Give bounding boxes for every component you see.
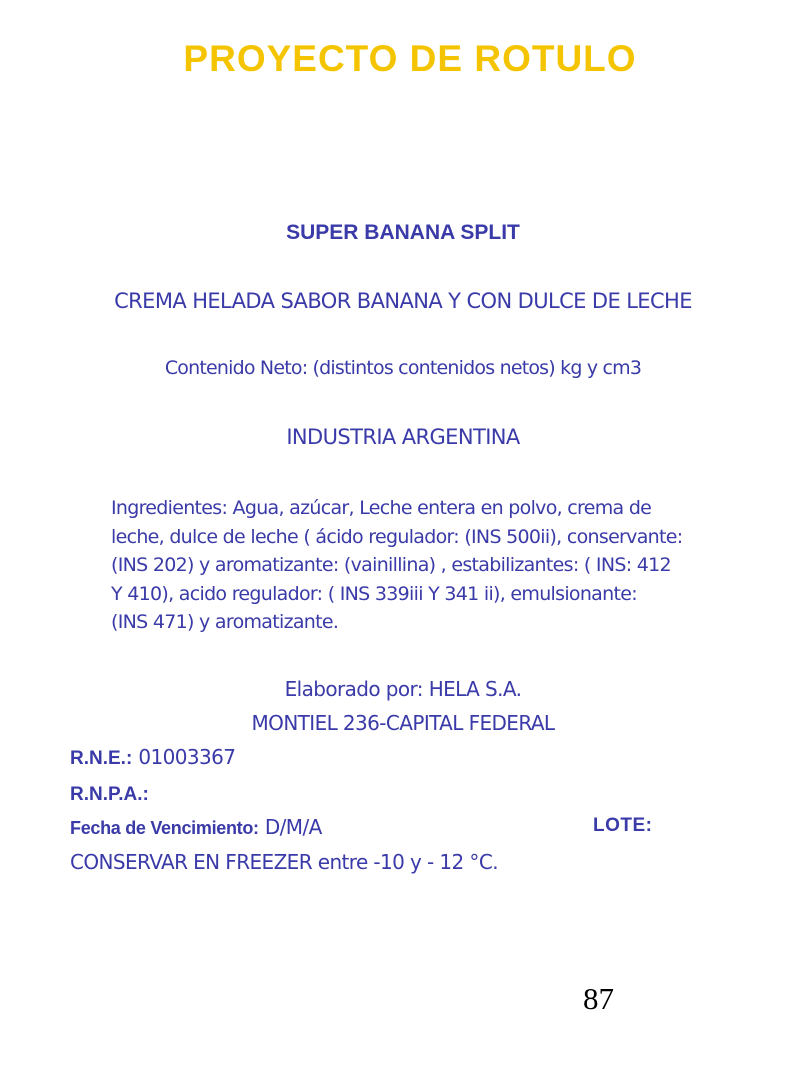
origin: INDUSTRIA ARGENTINA [286,425,520,449]
rne-value: 01003367 [138,745,236,769]
product-name: SUPER BANANA SPLIT [286,221,520,244]
product-description: CREMA HELADA SABOR BANANA Y CON DULCE DE LECHE [114,289,692,313]
page-title: PROYECTO DE ROTULO [183,38,637,79]
ingredients-line: (INS 471) y aromatizante. [111,611,339,633]
rne-row [70,745,235,770]
ingredients-line: (INS 202) y aromatizante: (vainillina) , estabilizantes: ( INS: 412 [111,554,671,576]
ingredients-line: leche, dulce de leche ( ácido regulador: (INS 500ii), conservante: [111,525,683,548]
rne-label: R.N.E.: [70,748,133,769]
storage-instructions: CONSERVAR EN FREEZER entre -10 y - 12 °C. [70,850,498,874]
expiry-label: Fecha de Vencimiento: [70,818,259,838]
page-number: 87 [583,981,614,1016]
ingredients-line: Ingredientes: Agua, azúcar, Leche entera en polvo, crema de [111,497,652,519]
net-content: Contenido Neto: (distintos contenidos netos) kg y cm3 [164,357,642,379]
ingredients-paragraph [111,494,741,637]
maker-address: MONTIEL 236-CAPITAL FEDERAL [251,711,555,735]
maker-line: Elaborado por: HELA S.A. [284,677,522,701]
lot-label: LOTE: [593,815,653,836]
rnpa-row [70,781,149,806]
expiry-value: D/M/A [264,815,322,839]
expiry-row [70,815,322,839]
rnpa-label: R.N.P.A.: [70,784,149,805]
ingredients-line: Y 410), acido regulador: ( INS 339iii Y 341 ii), emulsionante: [111,582,637,605]
